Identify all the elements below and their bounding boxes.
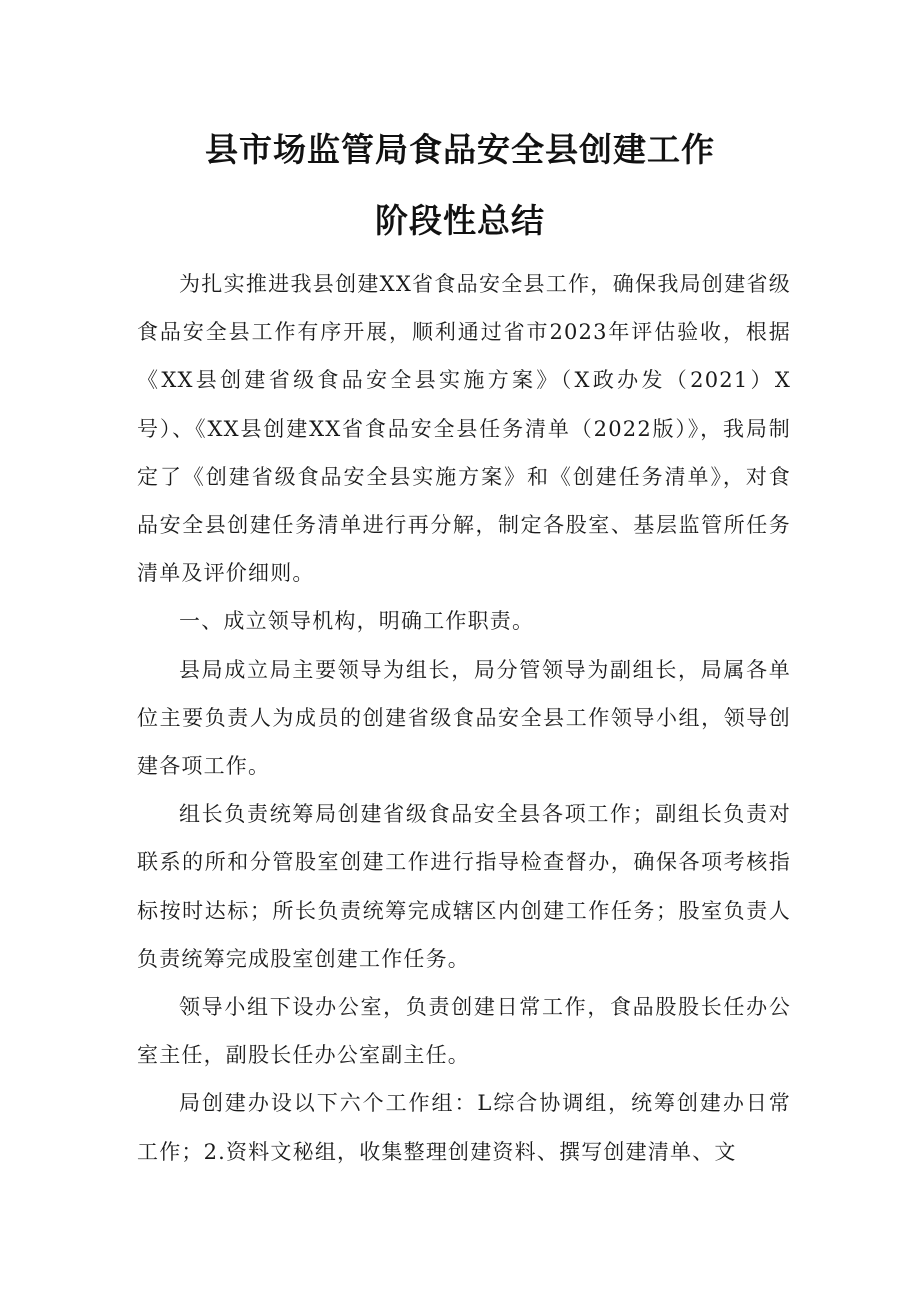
paragraph-intro: 为扎实推进我县创建XX省食品安全县工作，确保我局创建省级食品安全县工作有序开展，顺利通过省市2023年评估验收，根据《XX县创建省级食品安全县实施方案》（X政办发（2021）X号）、《XX县创建XX省食品安全县任务清单（2022版）》，我局制定了《创建省级食品安全县实施方案》和《创建任务清单》，对食品安全县创建任务清单进行再分解，制定各股室、基层监管所任务清单及评价细则。	[137, 272, 791, 586]
document-title-line2: 阶段性总结	[375, 201, 545, 240]
paragraph-work-groups: 局创建办设以下六个工作组：L综合协调组，统筹创建办日常工作；2.资料文秘组，收集整理创建资料、撰写创建清单、文	[137, 1091, 791, 1164]
document-body	[137, 260, 791, 1176]
paragraph-responsibilities: 组长负责统筹局创建省级食品安全县各项工作；副组长负责对联系的所和分管股室创建工作进行指导检查督办，确保各项考核指标按时达标；所长负责统筹完成辖区内创建工作任务；股室负责人负责统筹完成股室创建工作任务。	[137, 802, 791, 971]
paragraph-office: 领导小组下设办公室，负责创建日常工作，食品股股长任办公室主任，副股长任办公室副主任。	[137, 995, 791, 1068]
section-heading-1: 一、成立领导机构，明确工作职责。	[179, 609, 535, 634]
paragraph-leadership-group: 县局成立局主要领导为组长，局分管领导为副组长，局属各单位主要负责人为成员的创建省级食品安全县工作领导小组，领导创建各项工作。	[137, 657, 791, 779]
document-title-line1: 县市场监管局食品安全县创建工作	[205, 130, 715, 169]
